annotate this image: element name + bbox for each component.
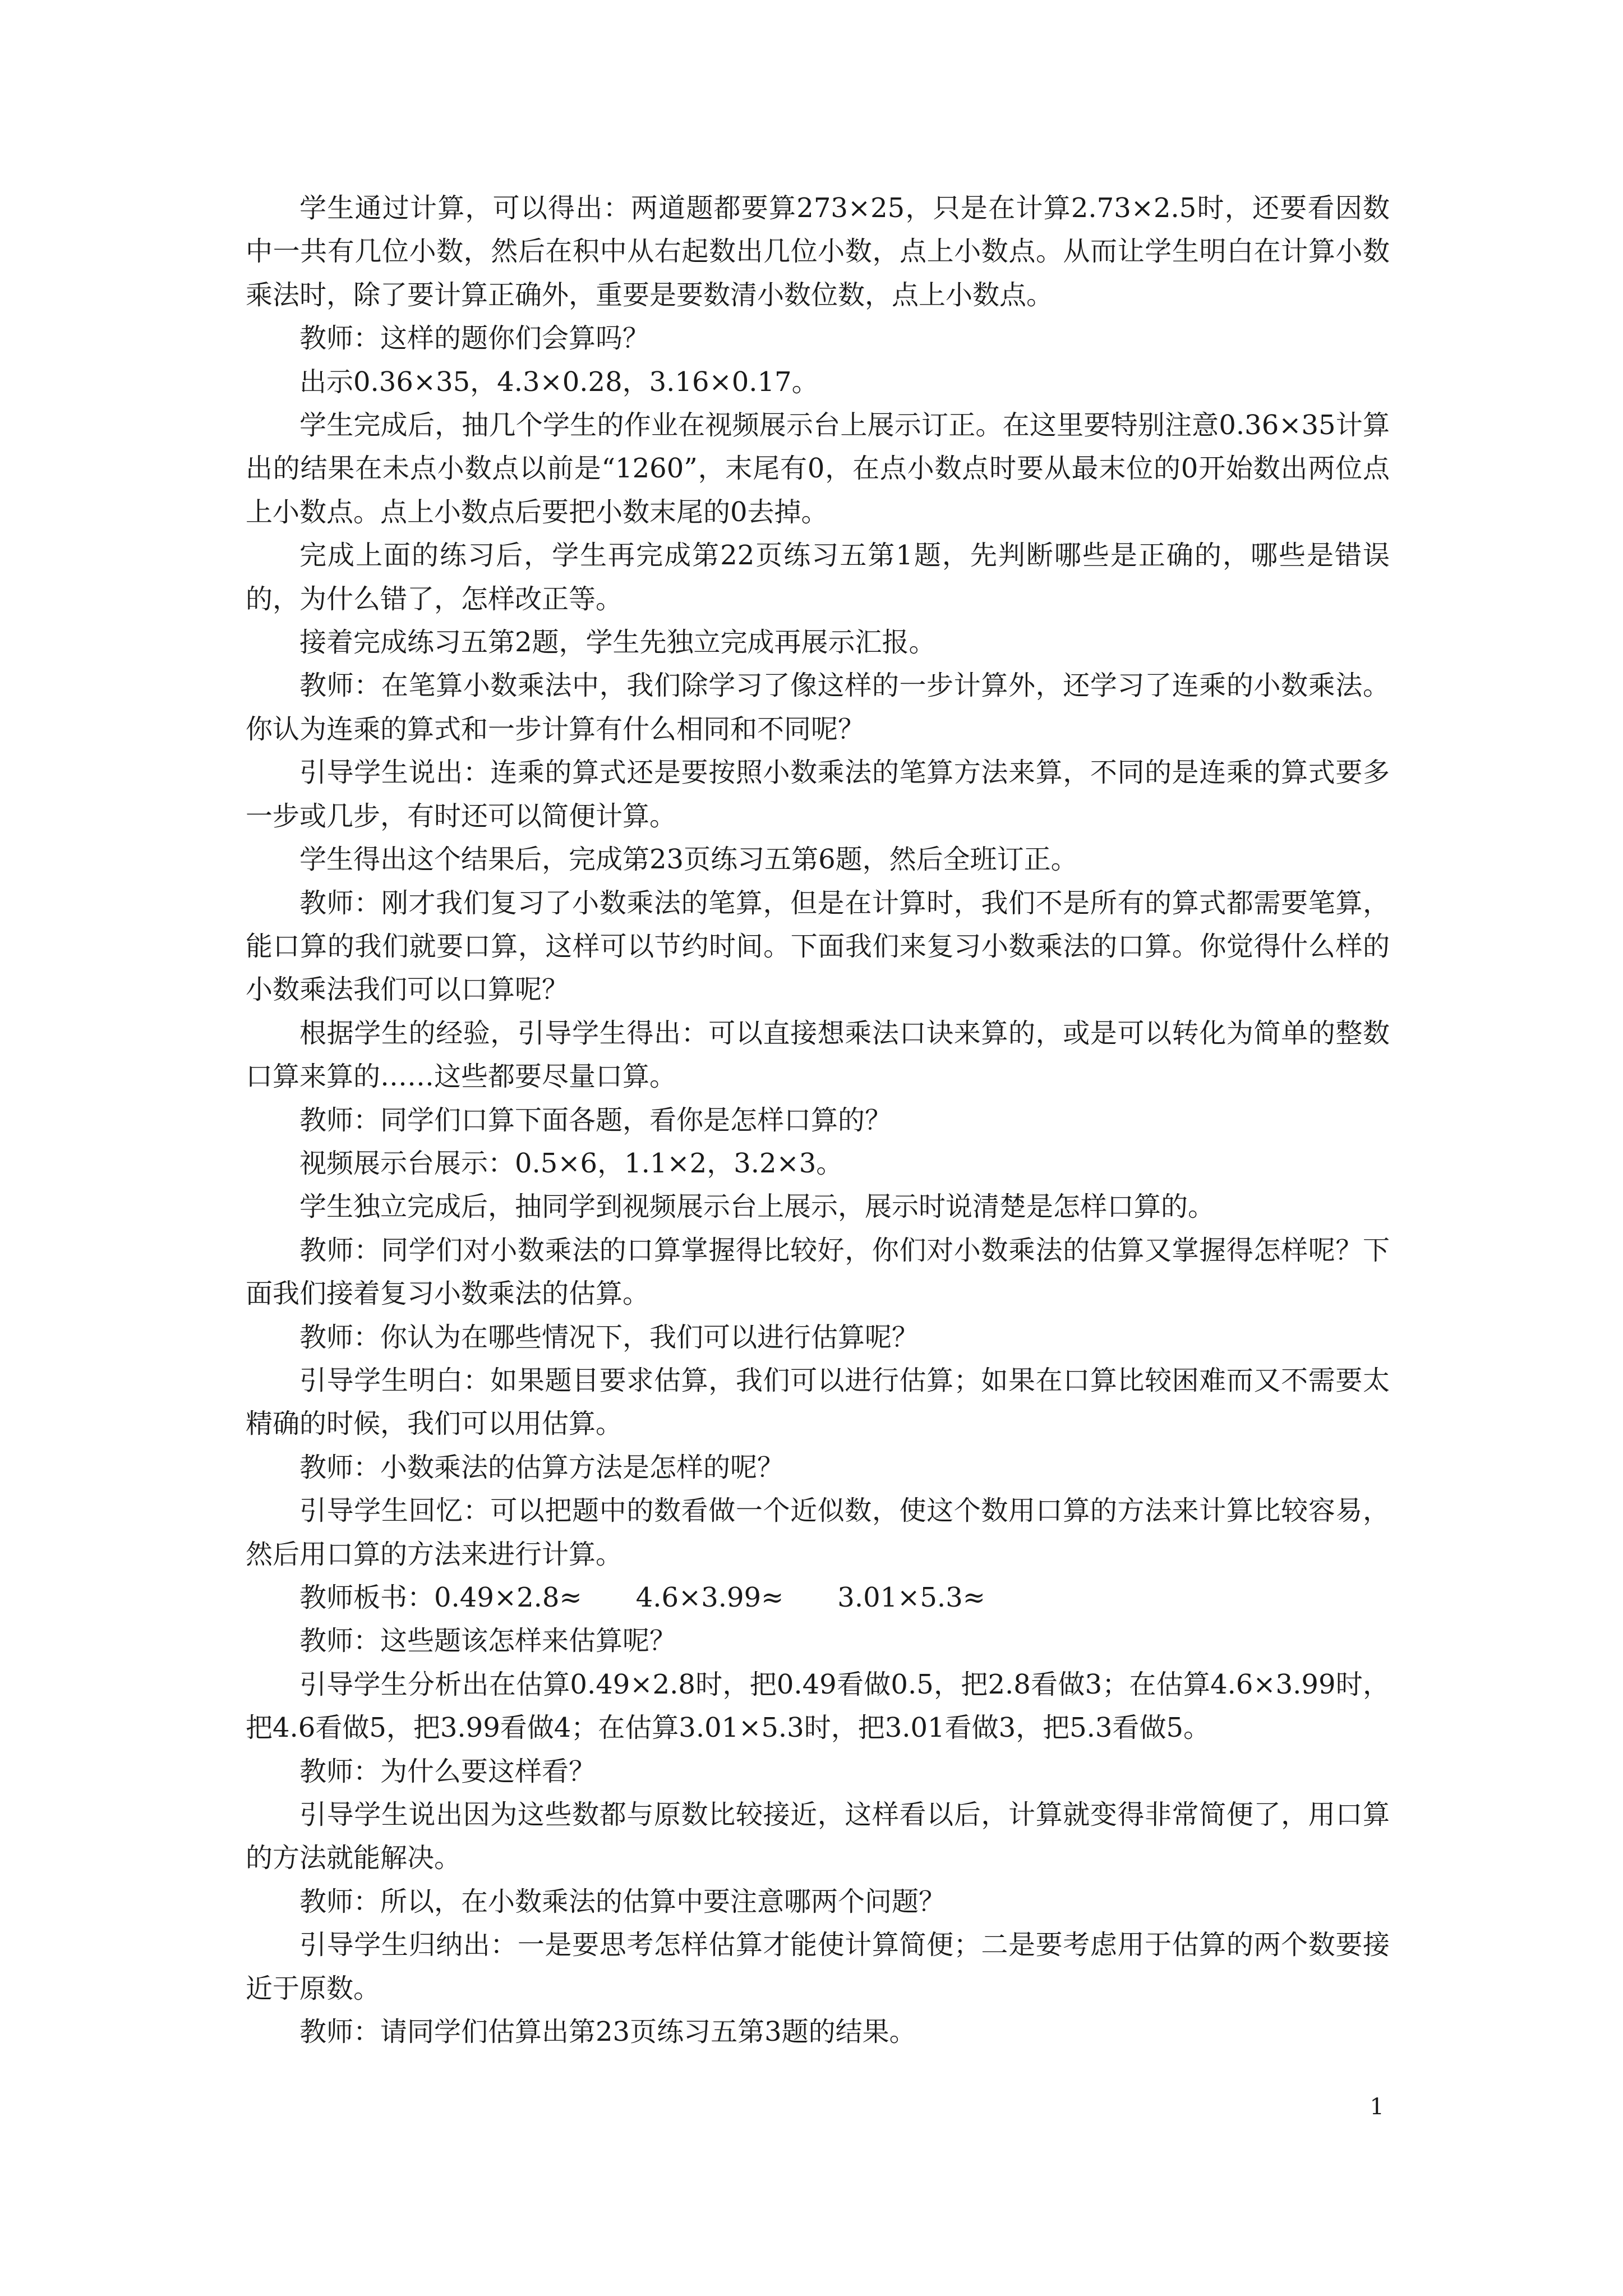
paragraph: 学生得出这个结果后，完成第23页练习五第6题，然后全班订正。 [299, 844, 1078, 876]
paragraph: 视频展示台展示：0.5×6，1.1×2，3.2×3。 [299, 1147, 843, 1179]
paragraph: 教师：小数乘法的估算方法是怎样的呢？ [299, 1451, 785, 1483]
paragraph: 教师：为什么要这样看？ [299, 1755, 596, 1787]
paragraph: 引导学生说出因为这些数都与原数比较接近，这样看以后，计算就变得非常简便了，用口算的方法就能解决。 [246, 1799, 1390, 1874]
paragraph: 出示0.36×35，4.3×0.28，3.16×0.17。 [299, 366, 819, 398]
paragraph: 引导学生回忆：可以把题中的数看做一个近似数，使这个数用口算的方法来计算比较容易，然后用口算的方法来进行计算。 [246, 1495, 1390, 1570]
paragraph: 引导学生归纳出：一是要思考怎样估算才能使计算简便；二是要考虑用于估算的两个数要接近于原数。 [246, 1929, 1390, 2004]
paragraph: 教师：这些题该怎样来估算呢？ [299, 1625, 677, 1657]
paragraph: 教师：请同学们估算出第23页练习五第3题的结果。 [299, 2016, 916, 2048]
paragraph: 引导学生分析出在估算0.49×2.8时，把0.49看做0.5，把2.8看做3；在估算4.6×3.99时，把4.6看做5，把3.99看做4；在估算3.01×5.3时，把3.01看做3，把5.3看做5。 [246, 1668, 1390, 1744]
paragraph: 教师板书：0.49×2.8≈ 4.6×3.99≈ 3.01×5.3≈ [299, 1582, 985, 1613]
paragraph: 接着完成练习五第2题，学生先独立完成再展示汇报。 [299, 627, 936, 659]
paragraph: 学生通过计算，可以得出：两道题都要算273×25，只是在计算2.73×2.5时，还要看因数中一共有几位小数，然后在积中从右起数出几位小数，点上小数点。从而让学生明白在计算小数乘法时，除了要计算正确外，重要是要数清小数位数，点上小数点。 [246, 192, 1390, 311]
paragraph: 根据学生的经验，引导学生得出：可以直接想乘法口诀来算的，或是可以转化为简单的整数口算来算的……这些都要尽量口算。 [246, 1017, 1390, 1093]
paragraph: 教师：在笔算小数乘法中，我们除学习了像这样的一步计算外，还学习了连乘的小数乘法。你认为连乘的算式和一步计算有什么相同和不同呢？ [246, 670, 1390, 745]
paragraph: 学生独立完成后，抽同学到视频展示台上展示，展示时说清楚是怎样口算的。 [299, 1191, 1215, 1223]
paragraph: 完成上面的练习后，学生再完成第22页练习五第1题，先判断哪些是正确的，哪些是错误的，为什么错了，怎样改正等。 [246, 540, 1390, 615]
paragraph: 引导学生说出：连乘的算式还是要按照小数乘法的笔算方法来算，不同的是连乘的算式要多一步或几步，有时还可以简便计算。 [246, 757, 1390, 832]
paragraph: 教师：同学们口算下面各题，看你是怎样口算的？ [299, 1104, 892, 1136]
paragraph: 教师：同学们对小数乘法的口算掌握得比较好，你们对小数乘法的估算又掌握得怎样呢？下面我们接着复习小数乘法的估算。 [246, 1234, 1390, 1310]
paragraph: 教师：这样的题你们会算吗？ [299, 323, 650, 355]
paragraph: 教师：你认为在哪些情况下，我们可以进行估算呢？ [299, 1321, 919, 1353]
paragraph: 学生完成后，抽几个学生的作业在视频展示台上展示订正。在这里要特别注意0.36×35计算出的结果在未点小数点以前是“1260”，末尾有0，在点小数点时要从最末位的0开始数出两位点上小数点。点上小数点后要把小数末尾的0去掉。 [246, 409, 1390, 528]
page-number: 1 [1370, 2094, 1384, 2120]
document-body [246, 187, 1390, 2054]
paragraph: 教师：刚才我们复习了小数乘法的笔算，但是在计算时，我们不是所有的算式都需要笔算，能口算的我们就要口算，这样可以节约时间。下面我们来复习小数乘法的口算。你觉得什么样的小数乘法我们可以口算呢？ [246, 887, 1390, 1006]
paragraph: 教师：所以，在小数乘法的估算中要注意哪两个问题？ [299, 1885, 946, 1917]
paragraph: 引导学生明白：如果题目要求估算，我们可以进行估算；如果在口算比较困难而又不需要太精确的时候，我们可以用估算。 [246, 1364, 1390, 1440]
